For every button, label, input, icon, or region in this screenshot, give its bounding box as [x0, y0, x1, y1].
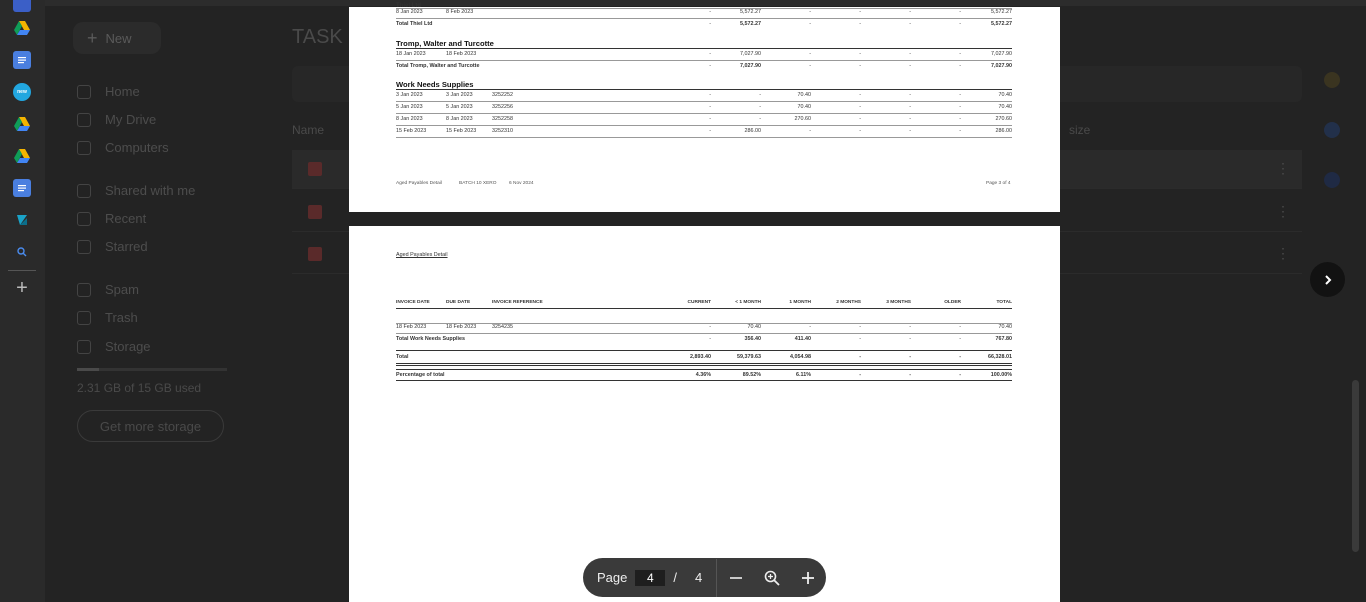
zoom-button[interactable] [757, 563, 787, 593]
cell-1-month: 6.11% [796, 372, 811, 378]
cell-lt-1-month: 286.00 [744, 128, 761, 134]
cell-1-month: - [809, 51, 811, 57]
cell-1-month: - [809, 63, 811, 69]
pdf-icon [308, 205, 322, 219]
cell-total: 270.60 [995, 116, 1012, 122]
page-number-input[interactable]: 4 [635, 570, 665, 586]
header-lt-1-month: < 1 MONTH [735, 300, 761, 305]
cell-2-months: - [859, 92, 861, 98]
cell-1-month: - [809, 21, 811, 27]
nav-home[interactable] [77, 84, 140, 99]
new-button[interactable] [73, 22, 161, 54]
zoom-out-button[interactable] [721, 563, 751, 593]
my-drive-icon [77, 113, 91, 127]
more-icon[interactable]: ⋮ [1276, 203, 1290, 219]
cell-total: 100.00% [990, 372, 1012, 378]
header-due-date: DUE DATE [446, 300, 471, 305]
nav-spam[interactable] [77, 282, 139, 297]
cell-invoice-reference: 3252252 [492, 92, 513, 98]
cell-total: 70.40 [998, 92, 1012, 98]
pdf-page-3 [349, 3, 1060, 212]
header-invoice-reference: INVOICE REFERENCE [492, 300, 543, 305]
cell-current: - [709, 324, 711, 330]
cell-total: 70.40 [998, 324, 1012, 330]
cell-due-date: 8 Feb 2023 [446, 9, 474, 15]
cell-total: 7,027.90 [991, 63, 1012, 69]
cell-invoice-reference: 3254235 [492, 324, 513, 330]
rule [396, 308, 1012, 309]
subtotal-label: Total Tromp, Walter and Turcotte [396, 63, 480, 69]
cell-1-month: - [809, 128, 811, 134]
plus-icon: + [87, 27, 98, 48]
rule [396, 333, 1012, 334]
rule [396, 365, 1012, 366]
cell-invoice-date: 8 Jan 2023 [396, 116, 423, 122]
cell-invoice-date: 3 Jan 2023 [396, 92, 423, 98]
computer-icon [77, 141, 91, 155]
shared-icon [77, 184, 91, 198]
cell-2-months: - [859, 128, 861, 134]
plus-icon [801, 571, 815, 585]
cell-invoice-date: 18 Jan 2023 [396, 51, 426, 57]
cell-total: 70.40 [998, 104, 1012, 110]
more-icon[interactable]: ⋮ [1276, 245, 1290, 261]
chevron-right-icon [1322, 274, 1334, 286]
cell-current: - [709, 9, 711, 15]
cell-2-months: - [859, 21, 861, 27]
nav-shared[interactable] [77, 183, 195, 198]
nav-my-drive-label: My Drive [105, 112, 157, 127]
cell-3-months: - [909, 51, 911, 57]
rule [396, 125, 1012, 126]
nav-recent[interactable] [77, 211, 146, 226]
nav-computers-label: Computers [105, 140, 169, 155]
rule [396, 350, 1012, 351]
subtotal-label: Total Work Needs Supplies [396, 336, 465, 342]
cell-older: - [959, 51, 961, 57]
header-3-months: 3 MONTHS [886, 300, 911, 305]
home-icon [77, 85, 91, 99]
cell-current: - [709, 336, 711, 342]
cell-lt-1-month: 7,027.90 [740, 51, 761, 57]
cell-older: - [959, 354, 961, 360]
clock-icon [77, 212, 91, 226]
drive-icon[interactable] [13, 19, 31, 37]
get-storage-button[interactable]: Get more storage [77, 410, 224, 442]
cell-older: - [959, 372, 961, 378]
rule [396, 101, 1012, 102]
cell-lt-1-month: - [759, 116, 761, 122]
cell-total: 66,328.01 [988, 354, 1012, 360]
rule [396, 113, 1012, 114]
header-current: CURRENT [687, 300, 711, 305]
new-label: New [105, 30, 132, 46]
cell-older: - [959, 92, 961, 98]
footer-title: Aged Payables Detail [396, 181, 442, 186]
cell-due-date: 18 Feb 2023 [446, 324, 477, 330]
toolbar-divider [716, 559, 717, 597]
cell-3-months: - [909, 63, 911, 69]
report-title: Aged Payables Detail [396, 252, 448, 258]
cell-due-date: 18 Feb 2023 [446, 51, 477, 57]
cell-due-date: 5 Jan 2023 [446, 104, 473, 110]
minus-icon [729, 571, 743, 585]
rule [396, 89, 1012, 90]
keep-icon[interactable] [1324, 72, 1340, 88]
cell-invoice-reference: 3252256 [492, 104, 513, 110]
cell-invoice-date: 5 Jan 2023 [396, 104, 423, 110]
docs-icon[interactable] [13, 51, 31, 69]
grand-total-label: Total [396, 354, 409, 360]
cell-2-months: - [859, 336, 861, 342]
zoom-in-button[interactable] [793, 563, 823, 593]
cell-3-months: - [909, 354, 911, 360]
cell-2-months: - [859, 51, 861, 57]
cell-1-month: - [809, 9, 811, 15]
apps-taskbar [0, 0, 45, 602]
cell-due-date: 3 Jan 2023 [446, 92, 473, 98]
nav-spam-label: Spam [105, 282, 139, 297]
docs-icon[interactable] [13, 0, 31, 12]
rule [396, 137, 1012, 138]
cell-older: - [959, 128, 961, 134]
cell-current: 2,893.40 [690, 354, 711, 360]
drive-icon[interactable] [13, 147, 31, 165]
cell-2-months: - [859, 9, 861, 15]
cell-lt-1-month: 59,379.63 [737, 354, 761, 360]
spam-icon [77, 283, 91, 297]
nav-starred[interactable] [77, 239, 148, 254]
cell-older: - [959, 336, 961, 342]
rule [396, 60, 1012, 61]
cell-total: 767.80 [995, 336, 1012, 342]
cell-3-months: - [909, 128, 911, 134]
cell-current: - [709, 51, 711, 57]
nav-shared-label: Shared with me [105, 183, 196, 198]
more-icon[interactable]: ⋮ [1276, 160, 1290, 176]
nav-computers[interactable] [77, 140, 169, 155]
drive-icon[interactable] [13, 115, 31, 133]
cell-lt-1-month: 7,027.90 [740, 63, 761, 69]
cell-2-months: - [859, 324, 861, 330]
nav-storage[interactable] [77, 339, 151, 354]
total-pages: 4 [695, 570, 703, 585]
cell-current: - [709, 128, 711, 134]
percentage-label: Percentage of total [396, 372, 445, 378]
cell-total: 7,027.90 [991, 51, 1012, 57]
cell-lt-1-month: 89.52% [742, 372, 761, 378]
subtotal-label: Total Thiel Ltd [396, 21, 433, 27]
pdf-toolbar [583, 558, 826, 597]
meet-icon[interactable]: new [13, 83, 31, 101]
nav-trash-label: Trash [105, 310, 138, 325]
cell-invoice-reference: 3252310 [492, 128, 513, 134]
search-icon[interactable] [13, 243, 31, 261]
rule [396, 18, 1012, 19]
nav-recent-label: Recent [105, 211, 147, 226]
header-older: OLDER [944, 300, 961, 305]
cell-3-months: - [909, 116, 911, 122]
cell-invoice-reference: 3252258 [492, 116, 513, 122]
cell-older: - [959, 9, 961, 15]
cell-total: 286.00 [995, 128, 1012, 134]
rule [396, 363, 1012, 364]
header-1-month: 1 MONTH [789, 300, 811, 305]
nav-storage-label: Storage [105, 339, 151, 354]
cell-3-months: - [909, 9, 911, 15]
cell-lt-1-month: 356.40 [744, 336, 761, 342]
nav-starred-label: Starred [105, 239, 148, 254]
page-label: Page [597, 570, 628, 585]
column-size[interactable]: size [1069, 123, 1091, 137]
cell-1-month: 4,054.98 [790, 354, 811, 360]
cell-due-date: 8 Jan 2023 [446, 116, 473, 122]
tasks-icon[interactable] [1324, 122, 1340, 138]
rule [396, 369, 1012, 370]
cell-older: - [959, 104, 961, 110]
cell-1-month: 70.40 [797, 92, 811, 98]
cell-invoice-date: 8 Jan 2023 [396, 9, 423, 15]
drive-topbar [45, 0, 1366, 6]
cell-2-months: - [859, 372, 861, 378]
cell-total: 5,572.27 [991, 9, 1012, 15]
cell-3-months: - [909, 324, 911, 330]
add-app-icon[interactable]: + [16, 277, 28, 299]
cloud-icon [77, 340, 91, 354]
rule [396, 380, 1012, 381]
trash-icon [77, 311, 91, 325]
nav-my-drive[interactable] [77, 112, 156, 127]
contacts-icon[interactable] [1324, 172, 1340, 188]
pdf-icon [308, 247, 322, 261]
footer-batch: BATCH 10 XERO [459, 181, 497, 186]
footer-page: Page 3 of 4 [986, 181, 1011, 186]
group-title: Work Needs Supplies [396, 80, 474, 89]
cell-1-month: - [809, 324, 811, 330]
folder-title: TASK [292, 26, 343, 48]
zoom-icon [764, 570, 780, 586]
header-invoice-date: INVOICE DATE [396, 300, 430, 305]
storage-bar [77, 368, 227, 371]
header-total: TOTAL [996, 300, 1012, 305]
footer-date: 6 Nov 2024 [509, 181, 534, 186]
cell-current: - [709, 104, 711, 110]
cell-lt-1-month: 5,572.27 [740, 9, 761, 15]
cell-older: - [959, 116, 961, 122]
scrollbar[interactable] [1352, 380, 1359, 552]
page-separator: / [673, 570, 677, 585]
column-name[interactable]: Name [292, 123, 325, 137]
rule [396, 48, 1012, 49]
cell-1-month: 270.60 [794, 116, 811, 122]
cell-3-months: - [909, 336, 911, 342]
cell-2-months: - [859, 104, 861, 110]
cell-older: - [959, 63, 961, 69]
storage-text: 2.31 GB of 15 GB used [77, 381, 202, 395]
star-icon [77, 240, 91, 254]
cell-current: 4.36% [695, 372, 711, 378]
cell-lt-1-month: 70.40 [747, 324, 761, 330]
header-2-months: 2 MONTHS [836, 300, 861, 305]
group-title: Tromp, Walter and Turcotte [396, 39, 494, 48]
app-icon[interactable] [13, 211, 31, 229]
cell-2-months: - [859, 354, 861, 360]
cell-3-months: - [909, 104, 911, 110]
cell-invoice-date: 15 Feb 2023 [396, 128, 427, 134]
cell-current: - [709, 63, 711, 69]
cell-due-date: 15 Feb 2023 [446, 128, 477, 134]
cell-invoice-date: 18 Feb 2023 [396, 324, 427, 330]
cell-current: - [709, 116, 711, 122]
cell-current: - [709, 21, 711, 27]
docs-icon[interactable] [13, 179, 31, 197]
nav-trash[interactable] [77, 310, 138, 325]
next-file-button[interactable] [1310, 262, 1345, 297]
pdf-page-4 [349, 226, 1060, 602]
cell-older: - [959, 324, 961, 330]
cell-1-month: 411.40 [794, 336, 811, 342]
cell-3-months: - [909, 372, 911, 378]
pdf-icon [308, 162, 322, 176]
cell-lt-1-month: - [759, 92, 761, 98]
cell-total: 5,572.27 [991, 21, 1012, 27]
cut-group-title: Thiel Ltd [396, 3, 421, 9]
cell-lt-1-month: - [759, 104, 761, 110]
cell-2-months: - [859, 116, 861, 122]
nav-home-label: Home [105, 84, 140, 99]
cell-3-months: - [909, 92, 911, 98]
cell-3-months: - [909, 21, 911, 27]
cell-1-month: 70.40 [797, 104, 811, 110]
cell-older: - [959, 21, 961, 27]
cell-2-months: - [859, 63, 861, 69]
cell-current: - [709, 92, 711, 98]
taskbar-divider [8, 270, 36, 271]
cell-lt-1-month: 5,572.27 [740, 21, 761, 27]
